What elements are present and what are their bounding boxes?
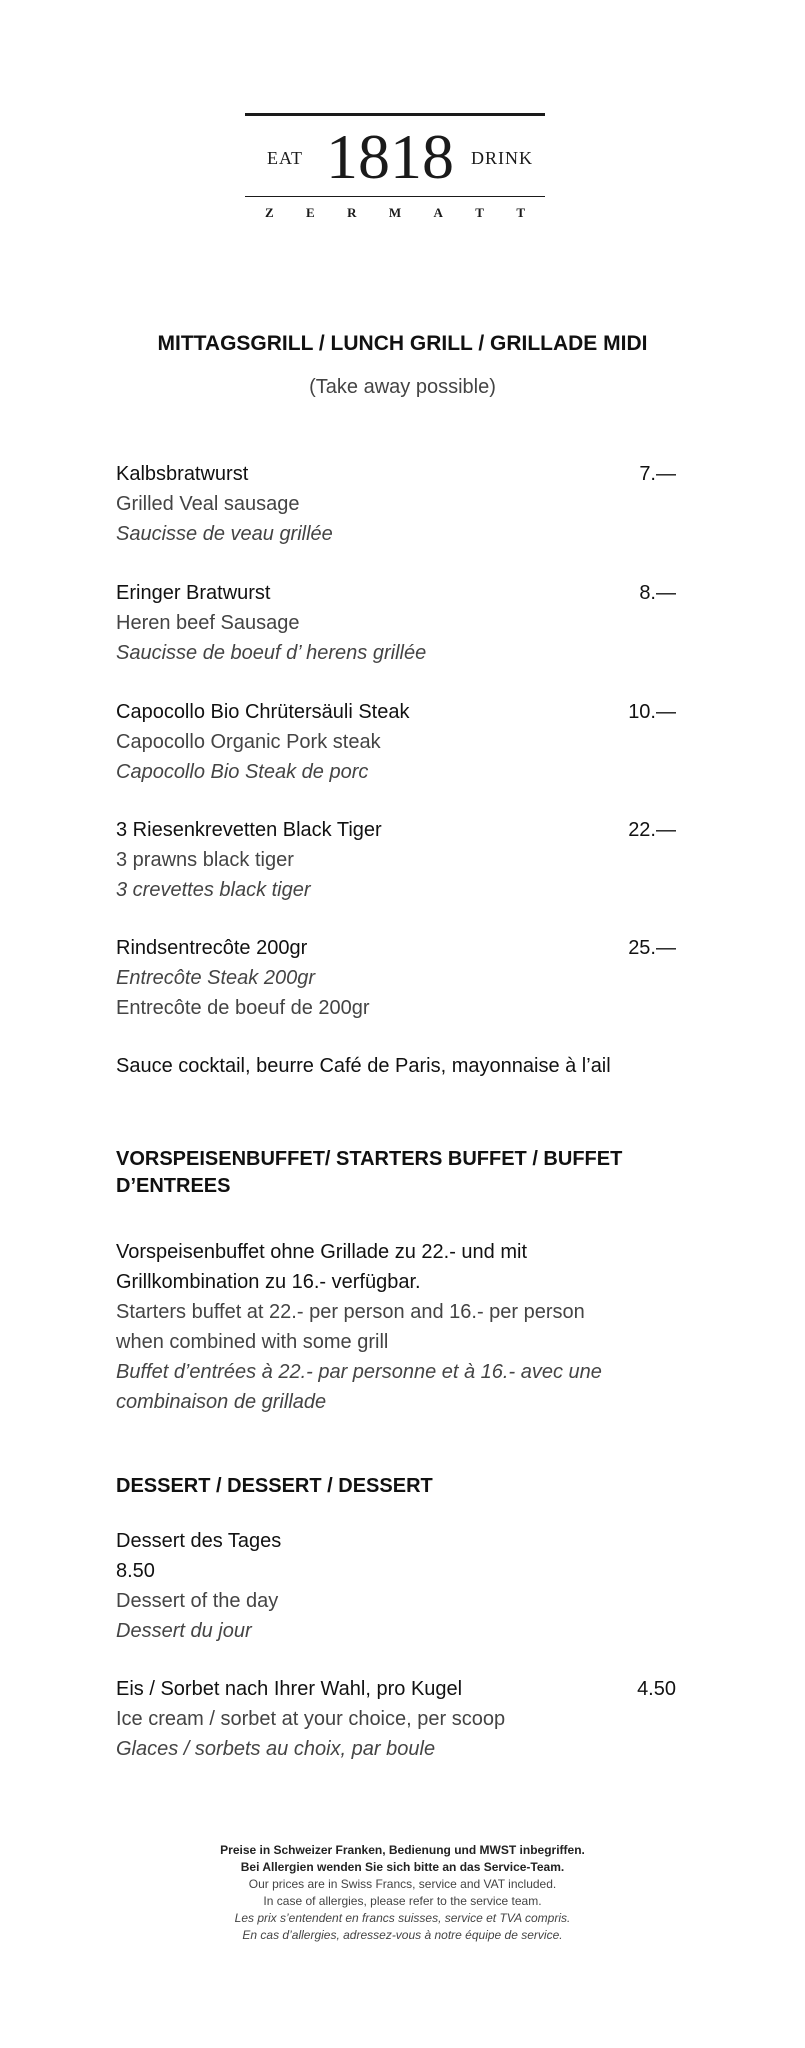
item-name: Kalbsbratwurst	[116, 463, 249, 485]
footer-french-line: En cas d’allergies, adressez-vous à notre équipe de service.	[242, 1928, 563, 1942]
item-french: 3 crevettes black tiger	[116, 879, 311, 901]
starters-german-line: Grillkombination zu 16.- verfügbar.	[116, 1271, 421, 1293]
item-price: 25.—	[628, 937, 676, 959]
menu-item	[116, 815, 676, 905]
item-price: 22.—	[628, 819, 676, 841]
footer-english-line: Our prices are in Swiss Francs, service and VAT included.	[248, 1877, 557, 1891]
price-footer	[0, 1842, 805, 1944]
sauces-note: Sauce cocktail, beurre Café de Paris, mayonnaise à l’ail	[116, 1055, 611, 1077]
item-price: 4.50	[637, 1678, 676, 1700]
item-name: Rindsentrecôte 200gr	[116, 937, 308, 959]
starters-title-line: D’ENTREES	[116, 1175, 231, 1197]
logo-drink: DRINK	[471, 148, 533, 168]
footer-french-line: Les prix s’entendent en francs suisses, service et TVA compris.	[234, 1911, 571, 1925]
restaurant-logo	[245, 113, 545, 225]
starters-description	[116, 1237, 696, 1417]
logo-city-letter: R	[347, 205, 357, 220]
starters-english-line: when combined with some grill	[116, 1331, 389, 1353]
logo-bottom-rule	[245, 196, 545, 197]
menu-item	[116, 697, 676, 787]
logo-city-letter: T	[516, 205, 525, 220]
item-french: Saucisse de boeuf d’ herens grillée	[116, 642, 427, 664]
item-french: Saucisse de veau grillée	[116, 523, 333, 545]
item-english: Ice cream / sorbet at your choice, per scoop	[116, 1708, 506, 1730]
item-name: 3 Riesenkrevetten Black Tiger	[116, 819, 382, 841]
starters-section-title	[116, 1146, 676, 1200]
starters-title-line: VORSPEISENBUFFET/ STARTERS BUFFET / BUFFET	[116, 1148, 623, 1170]
menu-item	[116, 1526, 676, 1646]
logo-year: 1818	[326, 121, 454, 192]
item-french: Entrecôte de boeuf de 200gr	[116, 997, 370, 1019]
footer-english-line: In case of allergies, please refer to the service team.	[263, 1894, 542, 1908]
logo-city-letter: E	[306, 205, 315, 220]
starters-french-line: combinaison de grillade	[116, 1391, 327, 1413]
menu-item	[116, 578, 676, 668]
starters-french-line: Buffet d’entrées à 22.- par personne et à 16.- avec une	[116, 1361, 602, 1383]
dessert-section-title: DESSERT / DESSERT / DESSERT	[116, 1475, 433, 1497]
logo-eat: EAT	[267, 148, 303, 168]
item-name: Eringer Bratwurst	[116, 582, 271, 604]
item-english: 3 prawns black tiger	[116, 849, 294, 871]
item-price: 7.—	[639, 463, 676, 485]
item-english: Entrecôte Steak 200gr	[116, 967, 316, 989]
footer-german-line: Preise in Schweizer Franken, Bedienung und MWST inbegriffen.	[220, 1843, 585, 1857]
logo-city-letter: Z	[265, 205, 274, 220]
item-english: Capocollo Organic Pork steak	[116, 731, 381, 753]
lunch-section-title: MITTAGSGRILL / LUNCH GRILL / GRILLADE MIDI	[157, 332, 648, 355]
menu-item	[116, 459, 676, 549]
item-english: Grilled Veal sausage	[116, 493, 300, 515]
logo-city	[265, 205, 525, 221]
item-english: Dessert of the day	[116, 1590, 279, 1612]
logo-city-letter: M	[388, 205, 402, 220]
item-price: 10.—	[628, 701, 676, 723]
lunch-section-subtitle: (Take away possible)	[309, 376, 496, 398]
logo-city-letter: T	[475, 205, 484, 220]
menu-item	[116, 1674, 676, 1764]
item-price: 8.50	[116, 1560, 155, 1582]
logo-city-letter: A	[433, 205, 443, 220]
starters-german-line: Vorspeisenbuffet ohne Grillade zu 22.- und mit	[116, 1241, 527, 1263]
item-french: Dessert du jour	[116, 1620, 252, 1642]
item-name: Eis / Sorbet nach Ihrer Wahl, pro Kugel	[116, 1678, 463, 1700]
footer-german-line: Bei Allergien wenden Sie sich bitte an das Service-Team.	[240, 1860, 565, 1874]
item-name: Capocollo Bio Chrütersäuli Steak	[116, 701, 410, 723]
item-french: Capocollo Bio Steak de porc	[116, 761, 369, 783]
menu-item	[116, 933, 676, 1023]
item-price: 8.—	[639, 582, 676, 604]
starters-english-line: Starters buffet at 22.- per person and 16.- per person	[116, 1301, 585, 1323]
item-english: Heren beef Sausage	[116, 612, 300, 634]
logo-top-rule	[245, 113, 545, 116]
item-french: Glaces / sorbets au choix, par boule	[116, 1738, 436, 1760]
item-name: Dessert des Tages	[116, 1530, 282, 1552]
